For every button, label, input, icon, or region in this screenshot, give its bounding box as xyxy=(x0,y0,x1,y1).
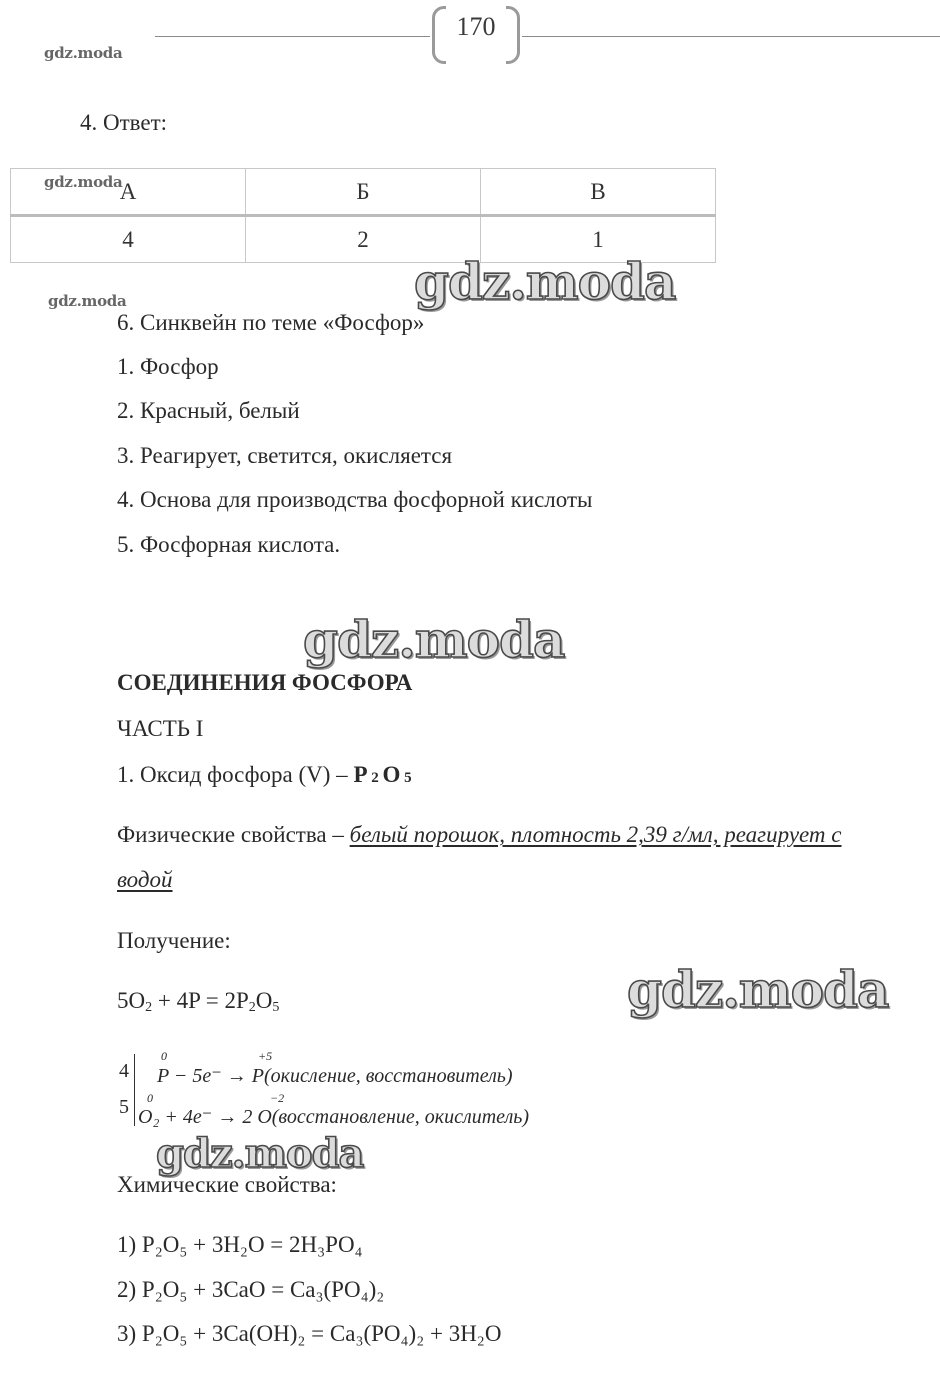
sinkwein-line: 4. Основа для производства фосфорной кислоты xyxy=(117,487,593,512)
section-title: СОЕДИНЕНИЯ ФОСФОРА xyxy=(117,670,413,695)
redox-coef-2: 5 xyxy=(119,1096,129,1118)
redox-coef-1: 4 xyxy=(119,1060,129,1082)
sinkwein-line: 5. Фосфорная кислота. xyxy=(117,532,341,557)
obtain-equation: $5O_2 + 4P = 2P_2O_5$ xyxy=(117,988,280,1015)
watermark-small: gdz.moda xyxy=(48,292,127,310)
sinkwein-line: 2. Красный, белый xyxy=(117,398,300,423)
obtain-label: Получение: xyxy=(117,928,231,953)
sinkwein-line: 3. Реагирует, светится, окисляется xyxy=(117,443,453,468)
physical-label: Физические свойства – xyxy=(117,822,350,847)
header-rule-left xyxy=(155,36,430,37)
physical-properties xyxy=(117,822,842,848)
watermark-big: gdz.moda xyxy=(303,610,565,669)
redox-bracket xyxy=(134,1054,135,1126)
physical-value-cont: водой xyxy=(117,867,173,892)
formula-o: O xyxy=(382,762,401,787)
answer-value-a: 4 xyxy=(11,216,246,263)
formula-o-sub: 5 xyxy=(404,770,412,786)
answer-header-b: Б xyxy=(246,169,481,216)
physical-value: белый порошок, плотность 2,39 г/мл, реагирует с xyxy=(349,822,842,847)
watermark-big: gdz.moda xyxy=(414,252,676,311)
chem-label: Химические свойства: xyxy=(117,1172,337,1197)
answer-value-b: 2 xyxy=(246,216,481,263)
redox-line-1: P − 5e⁻ → P(окисление, восстановитель) xyxy=(157,1065,513,1087)
watermark-small: gdz.moda xyxy=(44,173,123,191)
sinkwein-line: 1. Фосфор xyxy=(117,354,219,379)
item1-line xyxy=(117,762,412,788)
watermark-big: gdz.moda xyxy=(627,960,889,1019)
page-number: 170 xyxy=(456,12,496,41)
task4-label: 4. Ответ: xyxy=(80,110,168,135)
chem-reaction: 3) P₂O₅ + 3Ca(OH)₂ = Ca₃(PO₄)₂ + 3H₂O xyxy=(117,1321,502,1346)
ox-state: −2 xyxy=(270,1091,285,1105)
header-rule-right xyxy=(522,36,940,37)
answer-value-v: 1 xyxy=(481,216,716,263)
watermark-small: gdz.moda xyxy=(44,44,123,62)
answer-header-a: А xyxy=(11,169,246,216)
redox-line-2: O₂ + 4e⁻ → 2 O(восстановление, окислитель) xyxy=(138,1106,530,1128)
chem-reaction: 1) P₂O₅ + 3H₂O = 2H₃PO₄ xyxy=(117,1232,363,1257)
answer-header-v: В xyxy=(481,169,716,216)
formula-p-sub: 2 xyxy=(371,770,379,786)
ox-state: 0 xyxy=(147,1091,153,1105)
ox-state: +5 xyxy=(258,1049,273,1063)
formula-p: P xyxy=(353,762,368,787)
watermark-big: gdz.moda xyxy=(156,1130,364,1177)
chem-reaction: 2) P₂O₅ + 3CaO = Ca₃(PO₄)₂ xyxy=(117,1277,385,1302)
sinkwein-title: 6. Синквейн по теме «Фосфор» xyxy=(117,310,425,335)
item1-prefix: 1. Оксид фосфора (V) – xyxy=(117,762,354,787)
ox-state: 0 xyxy=(161,1049,167,1063)
section-part: ЧАСТЬ I xyxy=(117,716,204,741)
